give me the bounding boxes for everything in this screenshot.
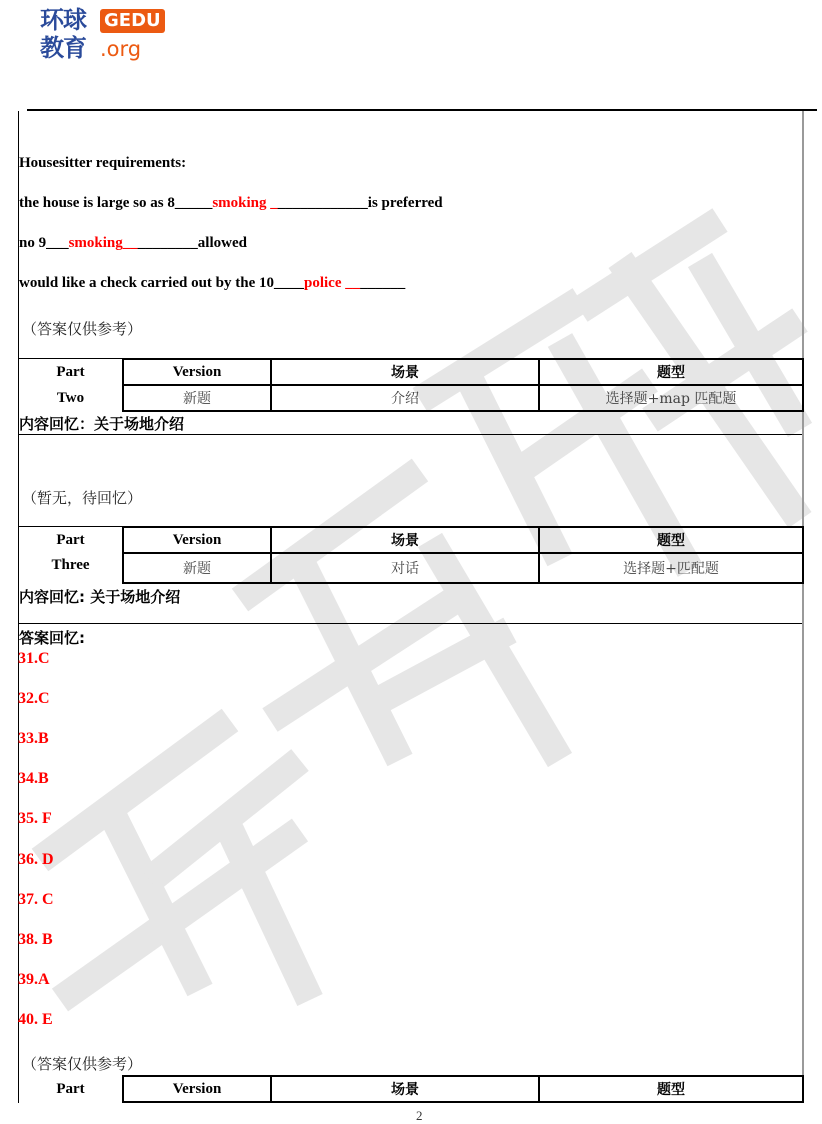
reference-note-part3: （答案仅供参考） xyxy=(22,1055,143,1073)
answer-36: 36. D xyxy=(18,851,54,868)
answer-38: 38. B xyxy=(18,931,53,948)
header-version: Version xyxy=(123,1076,271,1102)
answer-31: 31.C xyxy=(18,650,50,667)
header-scene: 场景 xyxy=(271,527,539,553)
divider xyxy=(19,623,802,624)
gedu-logo xyxy=(40,6,175,66)
reference-note-part1: （答案仅供参考） xyxy=(22,320,143,338)
header-question-type: 题型 xyxy=(539,527,803,553)
answer-32: 32.C xyxy=(18,690,50,707)
header-question-type: 题型 xyxy=(539,1076,803,1102)
part-two-label-1: Part xyxy=(56,363,85,380)
header-rule xyxy=(27,109,817,111)
question-10-answer: police __ xyxy=(304,275,361,291)
question-10 xyxy=(19,275,405,292)
answer-34: 34.B xyxy=(18,770,49,787)
version-value: 新题 xyxy=(123,553,271,583)
header-version: Version xyxy=(123,527,271,553)
part-four-label-1: Part xyxy=(56,1080,85,1097)
scene-value: 介绍 xyxy=(271,385,539,411)
frame-left-border xyxy=(18,111,19,1103)
version-value: 新题 xyxy=(123,385,271,411)
header-scene: 场景 xyxy=(271,1076,539,1102)
header-scene: 场景 xyxy=(271,359,539,385)
scene-value: 对话 xyxy=(271,553,539,583)
part-three-label-1: Part xyxy=(56,531,85,548)
part-two-recall-label: 内容回忆：关于场地介绍 xyxy=(19,415,185,433)
question-10-suffix: ______ xyxy=(360,275,406,291)
answer-33: 33.B xyxy=(18,730,49,747)
logo-badge: GEDU xyxy=(100,9,165,33)
part-three-recall-label: 内容回忆: 关于场地介绍 xyxy=(19,588,181,606)
question-8-prefix: the house is large so as 8_____ xyxy=(19,195,213,211)
part-four-table xyxy=(19,1075,804,1103)
answer-40: 40. E xyxy=(18,1011,53,1028)
page-number: 2 xyxy=(416,1108,423,1123)
logo-cn-line2: 教育 xyxy=(40,34,86,62)
part-three-label-2: Three xyxy=(51,557,90,573)
part-two-table xyxy=(19,358,804,412)
question-9-answer: smoking__ xyxy=(68,235,138,251)
part-two-label-2: Two xyxy=(56,389,85,406)
question-9-prefix: no 9___ xyxy=(19,235,69,251)
question-10-prefix: would like a check carried out by the 10____ xyxy=(19,275,304,291)
header-version: Version xyxy=(123,359,271,385)
header-question-type: 题型 xyxy=(539,359,803,385)
question-8-suffix: ____________is preferred xyxy=(277,195,443,211)
question-9-suffix: ________allowed xyxy=(137,235,247,251)
question-type-value: 选择题+匹配题 xyxy=(539,553,803,583)
answer-39: 39.A xyxy=(18,971,50,988)
part-three-table xyxy=(19,526,804,584)
frame-right-border xyxy=(802,111,804,1103)
question-type-value: 选择题+map 匹配题 xyxy=(539,385,803,411)
logo-domain: .org xyxy=(100,37,142,61)
question-8 xyxy=(19,195,443,212)
question-8-answer: smoking _ xyxy=(212,195,278,211)
divider xyxy=(19,434,802,435)
answers-label: 答案回忆: xyxy=(19,629,85,647)
logo-cn-line1: 环球 xyxy=(40,6,86,34)
pending-note-part2: （暂无，待回忆） xyxy=(22,489,143,507)
question-9 xyxy=(19,235,247,252)
housesitter-heading: Housesitter requirements: xyxy=(19,155,187,171)
answer-37: 37. C xyxy=(18,891,54,908)
answer-35: 35. F xyxy=(18,810,52,827)
